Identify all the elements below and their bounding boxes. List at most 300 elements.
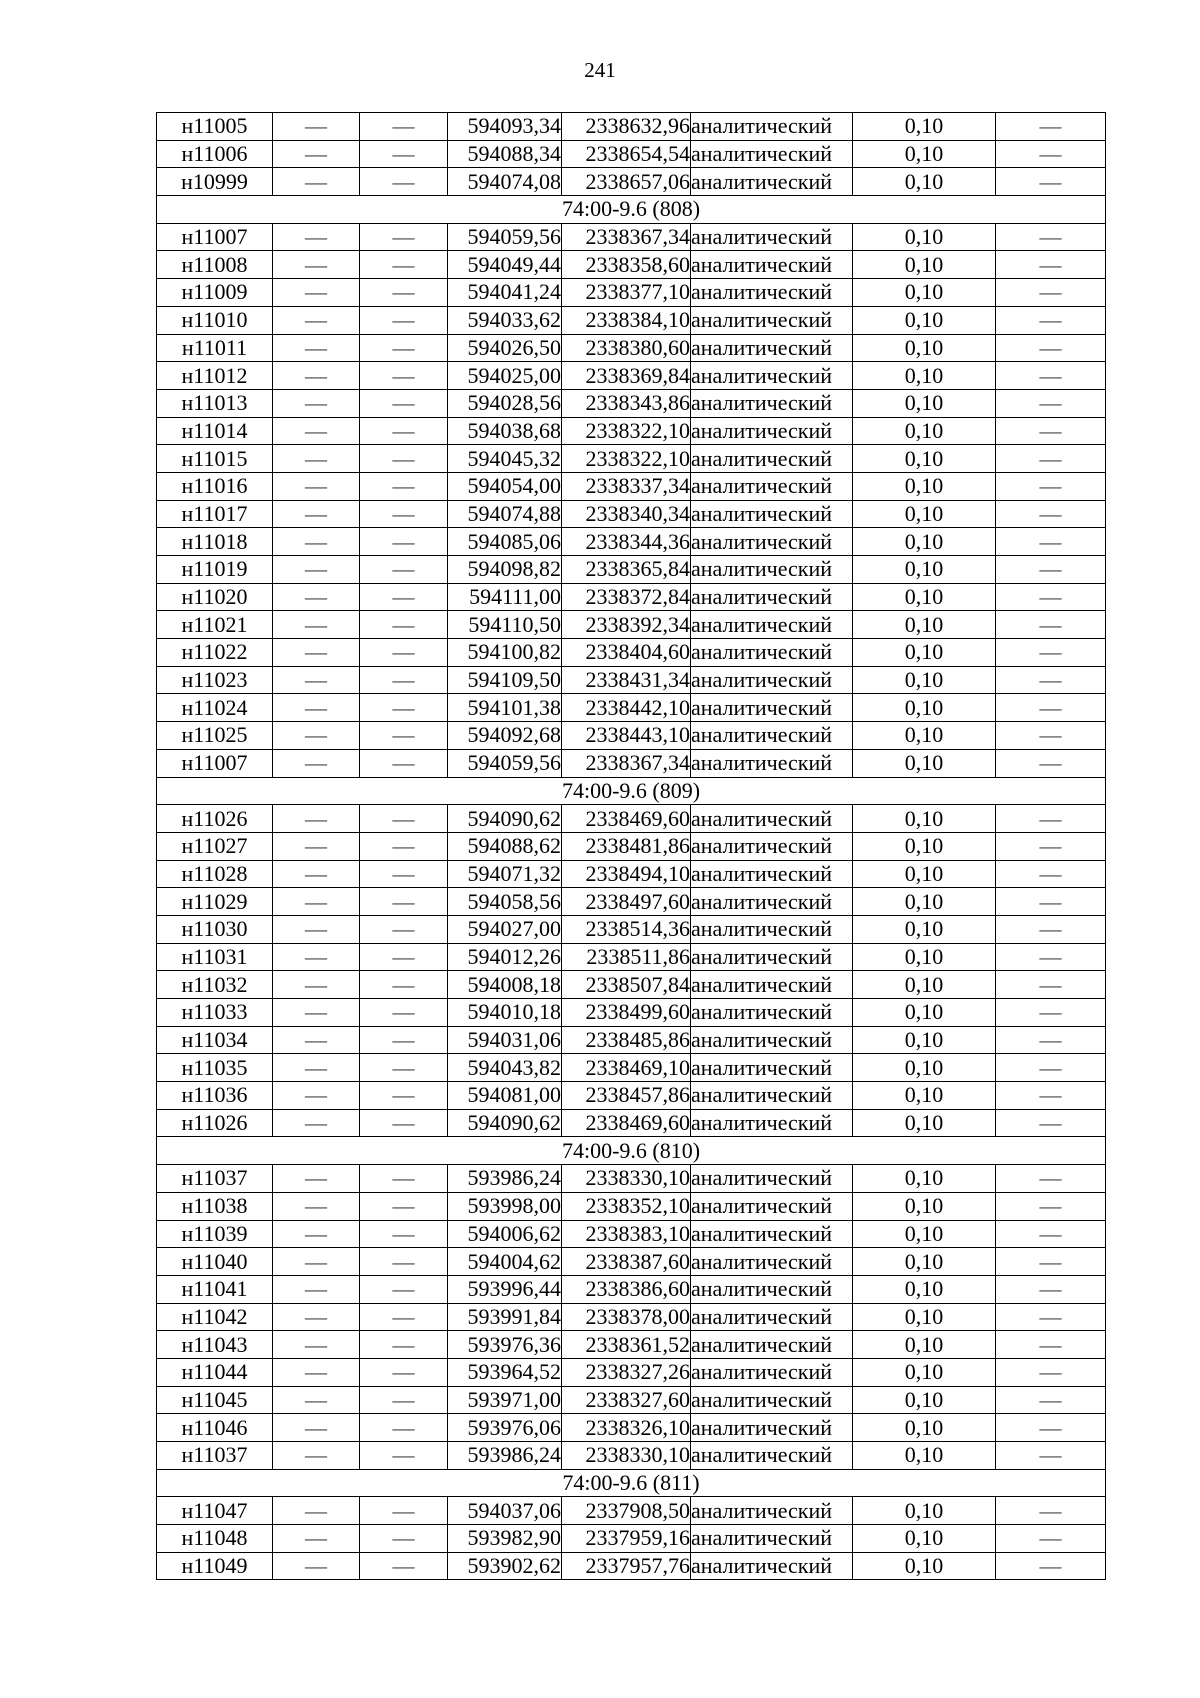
section-header-row <box>157 777 1106 805</box>
empty-value: — <box>273 1414 360 1442</box>
point-id: н11019 <box>157 556 273 584</box>
empty-value: — <box>273 1331 360 1359</box>
x-coordinate: 594041,24 <box>448 279 562 307</box>
empty-value: — <box>996 888 1106 916</box>
empty-value: — <box>996 362 1106 390</box>
y-coordinate: 2337959,16 <box>562 1525 691 1553</box>
x-coordinate: 593998,00 <box>448 1192 562 1220</box>
empty-value: — <box>996 113 1106 141</box>
point-id: н11025 <box>157 722 273 750</box>
method: аналитический <box>691 832 853 860</box>
empty-value: — <box>360 1026 448 1054</box>
empty-value: — <box>996 860 1106 888</box>
table-row <box>157 334 1106 362</box>
method: аналитический <box>691 1414 853 1442</box>
table-row <box>157 971 1106 999</box>
accuracy: 0,10 <box>853 583 996 611</box>
coordinates-table-body <box>157 113 1106 1580</box>
accuracy: 0,10 <box>853 1220 996 1248</box>
accuracy: 0,10 <box>853 639 996 667</box>
y-coordinate: 2338431,34 <box>562 666 691 694</box>
table-row <box>157 666 1106 694</box>
x-coordinate: 594027,00 <box>448 915 562 943</box>
empty-value: — <box>360 1442 448 1470</box>
table-row <box>157 140 1106 168</box>
x-coordinate: 594088,34 <box>448 140 562 168</box>
empty-value: — <box>360 832 448 860</box>
method: аналитический <box>691 334 853 362</box>
empty-value: — <box>273 389 360 417</box>
x-coordinate: 594098,82 <box>448 556 562 584</box>
empty-value: — <box>273 1525 360 1553</box>
empty-value: — <box>360 528 448 556</box>
point-id: н11011 <box>157 334 273 362</box>
y-coordinate: 2338507,84 <box>562 971 691 999</box>
method: аналитический <box>691 389 853 417</box>
point-id: н11017 <box>157 500 273 528</box>
accuracy: 0,10 <box>853 1026 996 1054</box>
empty-value: — <box>360 666 448 694</box>
point-id: н11012 <box>157 362 273 390</box>
empty-value: — <box>360 583 448 611</box>
empty-value: — <box>360 1303 448 1331</box>
table-row <box>157 1109 1106 1137</box>
accuracy: 0,10 <box>853 113 996 141</box>
point-id: н11030 <box>157 915 273 943</box>
empty-value: — <box>996 417 1106 445</box>
method: аналитический <box>691 1386 853 1414</box>
accuracy: 0,10 <box>853 500 996 528</box>
accuracy: 0,10 <box>853 1248 996 1276</box>
empty-value: — <box>273 1275 360 1303</box>
empty-value: — <box>996 223 1106 251</box>
accuracy: 0,10 <box>853 528 996 556</box>
empty-value: — <box>273 1082 360 1110</box>
accuracy: 0,10 <box>853 140 996 168</box>
x-coordinate: 594028,56 <box>448 389 562 417</box>
point-id: н11034 <box>157 1026 273 1054</box>
point-id: н11033 <box>157 999 273 1027</box>
empty-value: — <box>996 1331 1106 1359</box>
point-id: н11014 <box>157 417 273 445</box>
x-coordinate: 594026,50 <box>448 334 562 362</box>
accuracy: 0,10 <box>853 251 996 279</box>
empty-value: — <box>996 639 1106 667</box>
empty-value: — <box>360 860 448 888</box>
x-coordinate: 594071,32 <box>448 860 562 888</box>
table-row <box>157 445 1106 473</box>
x-coordinate: 594004,62 <box>448 1248 562 1276</box>
accuracy: 0,10 <box>853 1192 996 1220</box>
accuracy: 0,10 <box>853 943 996 971</box>
table-row <box>157 1192 1106 1220</box>
y-coordinate: 2338481,86 <box>562 832 691 860</box>
empty-value: — <box>360 1082 448 1110</box>
method: аналитический <box>691 1442 853 1470</box>
point-id: н11029 <box>157 888 273 916</box>
y-coordinate: 2338327,60 <box>562 1386 691 1414</box>
x-coordinate: 593996,44 <box>448 1275 562 1303</box>
accuracy: 0,10 <box>853 971 996 999</box>
empty-value: — <box>273 611 360 639</box>
table-row <box>157 694 1106 722</box>
method: аналитический <box>691 445 853 473</box>
point-id: н11042 <box>157 1303 273 1331</box>
point-id: н11016 <box>157 472 273 500</box>
method: аналитический <box>691 999 853 1027</box>
method: аналитический <box>691 1026 853 1054</box>
empty-value: — <box>273 666 360 694</box>
table-row <box>157 749 1106 777</box>
method: аналитический <box>691 1165 853 1193</box>
method: аналитический <box>691 1220 853 1248</box>
y-coordinate: 2338383,10 <box>562 1220 691 1248</box>
empty-value: — <box>273 805 360 833</box>
method: аналитический <box>691 528 853 556</box>
table-row <box>157 1552 1106 1580</box>
table-row <box>157 999 1106 1027</box>
accuracy: 0,10 <box>853 722 996 750</box>
point-id: н11044 <box>157 1358 273 1386</box>
point-id: н10999 <box>157 168 273 196</box>
x-coordinate: 594043,82 <box>448 1054 562 1082</box>
empty-value: — <box>360 639 448 667</box>
accuracy: 0,10 <box>853 915 996 943</box>
section-label: 74:00-9.6 (811) <box>157 1469 1106 1497</box>
point-id: н11031 <box>157 943 273 971</box>
empty-value: — <box>996 694 1106 722</box>
x-coordinate: 593986,24 <box>448 1165 562 1193</box>
empty-value: — <box>273 971 360 999</box>
accuracy: 0,10 <box>853 1303 996 1331</box>
point-id: н11028 <box>157 860 273 888</box>
table-row <box>157 362 1106 390</box>
empty-value: — <box>996 915 1106 943</box>
accuracy: 0,10 <box>853 611 996 639</box>
empty-value: — <box>996 1220 1106 1248</box>
method: аналитический <box>691 1275 853 1303</box>
table-row <box>157 1331 1106 1359</box>
empty-value: — <box>996 500 1106 528</box>
section-header-row <box>157 1137 1106 1165</box>
table-row <box>157 1248 1106 1276</box>
empty-value: — <box>996 528 1106 556</box>
y-coordinate: 2338326,10 <box>562 1414 691 1442</box>
table-row <box>157 1026 1106 1054</box>
point-id: н11007 <box>157 223 273 251</box>
point-id: н11023 <box>157 666 273 694</box>
point-id: н11010 <box>157 306 273 334</box>
empty-value: — <box>996 334 1106 362</box>
y-coordinate: 2338378,00 <box>562 1303 691 1331</box>
empty-value: — <box>360 1331 448 1359</box>
empty-value: — <box>996 1275 1106 1303</box>
method: аналитический <box>691 749 853 777</box>
empty-value: — <box>273 999 360 1027</box>
x-coordinate: 593902,62 <box>448 1552 562 1580</box>
method: аналитический <box>691 1525 853 1553</box>
accuracy: 0,10 <box>853 832 996 860</box>
table-row <box>157 1220 1106 1248</box>
point-id: н11037 <box>157 1442 273 1470</box>
empty-value: — <box>360 1275 448 1303</box>
y-coordinate: 2338499,60 <box>562 999 691 1027</box>
y-coordinate: 2338377,10 <box>562 279 691 307</box>
accuracy: 0,10 <box>853 1552 996 1580</box>
y-coordinate: 2338657,06 <box>562 168 691 196</box>
empty-value: — <box>273 500 360 528</box>
method: аналитический <box>691 611 853 639</box>
point-id: н11007 <box>157 749 273 777</box>
y-coordinate: 2338511,86 <box>562 943 691 971</box>
accuracy: 0,10 <box>853 362 996 390</box>
table-row <box>157 500 1106 528</box>
x-coordinate: 593982,90 <box>448 1525 562 1553</box>
table-row <box>157 223 1106 251</box>
empty-value: — <box>360 306 448 334</box>
y-coordinate: 2338337,34 <box>562 472 691 500</box>
method: аналитический <box>691 639 853 667</box>
empty-value: — <box>996 971 1106 999</box>
point-id: н11038 <box>157 1192 273 1220</box>
empty-value: — <box>360 1414 448 1442</box>
empty-value: — <box>996 1303 1106 1331</box>
y-coordinate: 2338443,10 <box>562 722 691 750</box>
table-row <box>157 251 1106 279</box>
empty-value: — <box>273 1497 360 1525</box>
accuracy: 0,10 <box>853 805 996 833</box>
table-row <box>157 472 1106 500</box>
accuracy: 0,10 <box>853 334 996 362</box>
y-coordinate: 2338344,36 <box>562 528 691 556</box>
empty-value: — <box>996 943 1106 971</box>
point-id: н11026 <box>157 805 273 833</box>
empty-value: — <box>360 334 448 362</box>
empty-value: — <box>273 1026 360 1054</box>
y-coordinate: 2338330,10 <box>562 1165 691 1193</box>
empty-value: — <box>273 888 360 916</box>
method: аналитический <box>691 805 853 833</box>
empty-value: — <box>360 611 448 639</box>
y-coordinate: 2338494,10 <box>562 860 691 888</box>
empty-value: — <box>360 1109 448 1137</box>
empty-value: — <box>360 888 448 916</box>
empty-value: — <box>996 251 1106 279</box>
empty-value: — <box>996 1386 1106 1414</box>
empty-value: — <box>996 832 1106 860</box>
y-coordinate: 2338469,60 <box>562 1109 691 1137</box>
empty-value: — <box>360 556 448 584</box>
empty-value: — <box>360 1220 448 1248</box>
accuracy: 0,10 <box>853 1525 996 1553</box>
y-coordinate: 2338327,26 <box>562 1358 691 1386</box>
empty-value: — <box>996 1525 1106 1553</box>
point-id: н11013 <box>157 389 273 417</box>
accuracy: 0,10 <box>853 666 996 694</box>
empty-value: — <box>996 1165 1106 1193</box>
y-coordinate: 2338469,10 <box>562 1054 691 1082</box>
empty-value: — <box>273 334 360 362</box>
y-coordinate: 2338340,34 <box>562 500 691 528</box>
method: аналитический <box>691 583 853 611</box>
empty-value: — <box>360 251 448 279</box>
method: аналитический <box>691 1082 853 1110</box>
empty-value: — <box>360 1248 448 1276</box>
empty-value: — <box>360 223 448 251</box>
x-coordinate: 593986,24 <box>448 1442 562 1470</box>
y-coordinate: 2338392,34 <box>562 611 691 639</box>
x-coordinate: 594010,18 <box>448 999 562 1027</box>
accuracy: 0,10 <box>853 1109 996 1137</box>
empty-value: — <box>273 722 360 750</box>
table-row <box>157 389 1106 417</box>
table-row <box>157 528 1106 556</box>
method: аналитический <box>691 223 853 251</box>
point-id: н11046 <box>157 1414 273 1442</box>
method: аналитический <box>691 113 853 141</box>
x-coordinate: 593991,84 <box>448 1303 562 1331</box>
table-row <box>157 1165 1106 1193</box>
x-coordinate: 594092,68 <box>448 722 562 750</box>
point-id: н11045 <box>157 1386 273 1414</box>
point-id: н11037 <box>157 1165 273 1193</box>
table-row <box>157 639 1106 667</box>
accuracy: 0,10 <box>853 1497 996 1525</box>
method: аналитический <box>691 1497 853 1525</box>
y-coordinate: 2338372,84 <box>562 583 691 611</box>
x-coordinate: 594100,82 <box>448 639 562 667</box>
empty-value: — <box>360 168 448 196</box>
point-id: н11039 <box>157 1220 273 1248</box>
point-id: н11032 <box>157 971 273 999</box>
empty-value: — <box>360 1386 448 1414</box>
empty-value: — <box>996 1082 1106 1110</box>
empty-value: — <box>996 168 1106 196</box>
table-row <box>157 943 1106 971</box>
empty-value: — <box>273 639 360 667</box>
x-coordinate: 594038,68 <box>448 417 562 445</box>
empty-value: — <box>996 999 1106 1027</box>
point-id: н11041 <box>157 1275 273 1303</box>
empty-value: — <box>360 1358 448 1386</box>
empty-value: — <box>273 583 360 611</box>
y-coordinate: 2338330,10 <box>562 1442 691 1470</box>
empty-value: — <box>996 279 1106 307</box>
empty-value: — <box>273 472 360 500</box>
empty-value: — <box>996 389 1106 417</box>
y-coordinate: 2337957,76 <box>562 1552 691 1580</box>
empty-value: — <box>996 666 1106 694</box>
section-header-row <box>157 1469 1106 1497</box>
x-coordinate: 594058,56 <box>448 888 562 916</box>
method: аналитический <box>691 722 853 750</box>
empty-value: — <box>996 556 1106 584</box>
section-header-row <box>157 196 1106 224</box>
empty-value: — <box>996 1054 1106 1082</box>
method: аналитический <box>691 915 853 943</box>
accuracy: 0,10 <box>853 417 996 445</box>
empty-value: — <box>360 943 448 971</box>
point-id: н11015 <box>157 445 273 473</box>
coordinates-table <box>156 112 1106 1580</box>
method: аналитический <box>691 943 853 971</box>
accuracy: 0,10 <box>853 556 996 584</box>
x-coordinate: 593971,00 <box>448 1386 562 1414</box>
y-coordinate: 2338384,10 <box>562 306 691 334</box>
empty-value: — <box>360 1525 448 1553</box>
table-row <box>157 860 1106 888</box>
empty-value: — <box>273 1303 360 1331</box>
accuracy: 0,10 <box>853 389 996 417</box>
table-row <box>157 1303 1106 1331</box>
accuracy: 0,10 <box>853 749 996 777</box>
empty-value: — <box>996 1358 1106 1386</box>
point-id: н11021 <box>157 611 273 639</box>
x-coordinate: 594101,38 <box>448 694 562 722</box>
point-id: н11036 <box>157 1082 273 1110</box>
table-row <box>157 1054 1106 1082</box>
x-coordinate: 594037,06 <box>448 1497 562 1525</box>
table-row <box>157 306 1106 334</box>
empty-value: — <box>273 1358 360 1386</box>
method: аналитический <box>691 666 853 694</box>
empty-value: — <box>360 279 448 307</box>
y-coordinate: 2338365,84 <box>562 556 691 584</box>
x-coordinate: 594059,56 <box>448 223 562 251</box>
accuracy: 0,10 <box>853 888 996 916</box>
x-coordinate: 594049,44 <box>448 251 562 279</box>
y-coordinate: 2338485,86 <box>562 1026 691 1054</box>
table-row <box>157 805 1106 833</box>
empty-value: — <box>996 611 1106 639</box>
accuracy: 0,10 <box>853 1082 996 1110</box>
empty-value: — <box>996 306 1106 334</box>
table-row <box>157 915 1106 943</box>
method: аналитический <box>691 1331 853 1359</box>
x-coordinate: 594031,06 <box>448 1026 562 1054</box>
x-coordinate: 593976,06 <box>448 1414 562 1442</box>
table-row <box>157 417 1106 445</box>
empty-value: — <box>360 915 448 943</box>
accuracy: 0,10 <box>853 1442 996 1470</box>
empty-value: — <box>996 1552 1106 1580</box>
point-id: н11006 <box>157 140 273 168</box>
empty-value: — <box>273 168 360 196</box>
y-coordinate: 2338442,10 <box>562 694 691 722</box>
empty-value: — <box>273 1248 360 1276</box>
x-coordinate: 594088,62 <box>448 832 562 860</box>
point-id: н11027 <box>157 832 273 860</box>
point-id: н11047 <box>157 1497 273 1525</box>
table-row <box>157 556 1106 584</box>
empty-value: — <box>360 389 448 417</box>
empty-value: — <box>273 1192 360 1220</box>
method: аналитический <box>691 556 853 584</box>
empty-value: — <box>996 749 1106 777</box>
table-row <box>157 1358 1106 1386</box>
y-coordinate: 2338469,60 <box>562 805 691 833</box>
accuracy: 0,10 <box>853 445 996 473</box>
empty-value: — <box>360 1054 448 1082</box>
empty-value: — <box>996 1442 1106 1470</box>
empty-value: — <box>996 472 1106 500</box>
table-row <box>157 1442 1106 1470</box>
y-coordinate: 2338386,60 <box>562 1275 691 1303</box>
method: аналитический <box>691 500 853 528</box>
point-id: н11043 <box>157 1331 273 1359</box>
empty-value: — <box>273 915 360 943</box>
empty-value: — <box>360 749 448 777</box>
